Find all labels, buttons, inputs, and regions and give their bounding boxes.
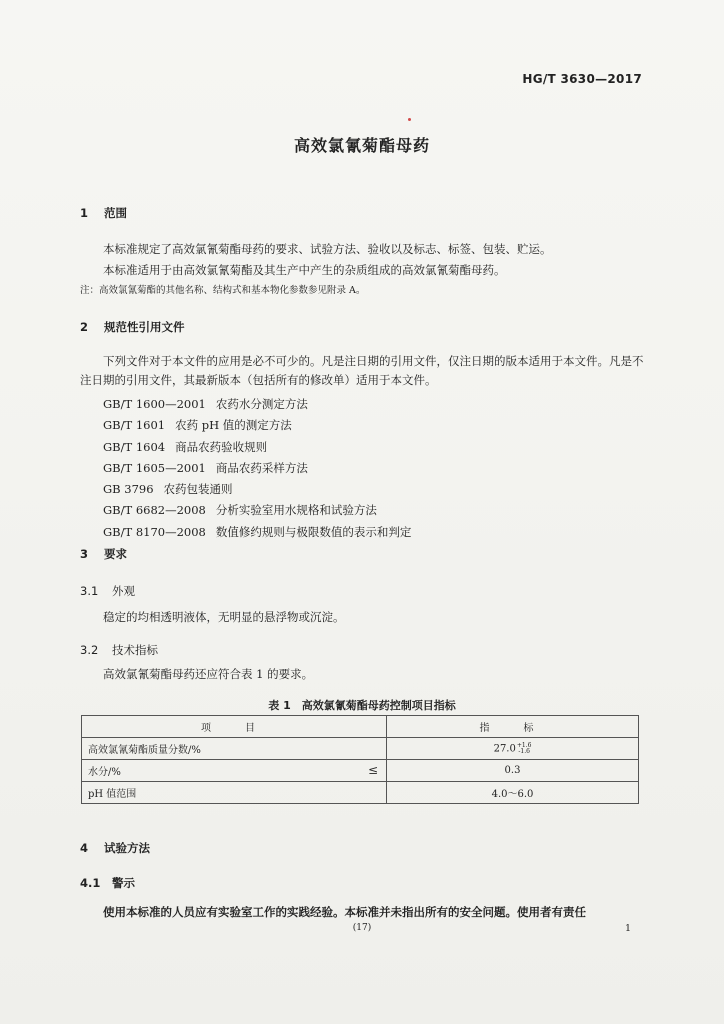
table-cell-item: 水分/% ≤ [82, 760, 387, 782]
section-number: 3 [80, 547, 89, 561]
section-2-heading [80, 319, 185, 335]
section-1-heading [80, 205, 127, 221]
table-row [82, 760, 639, 782]
spec-table [81, 715, 639, 804]
document-title: 高效氯氰菊酯母药 [293, 136, 430, 155]
page-number-right: 1 [624, 923, 631, 934]
section-number: 1 [80, 206, 89, 220]
table-header-value: 指 标 [387, 716, 639, 738]
reference-item: GB/T 6682—2008 分析实验室用水规格和试验方法 [103, 503, 377, 518]
reference-list [103, 394, 411, 543]
section-title: 要求 [104, 547, 127, 561]
warning-paragraph: 使用本标准的人员应有实验室工作的实践经验。本标准并未指出所有的安全问题。使用者有责任 [103, 905, 586, 919]
section-title: 规范性引用文件 [104, 320, 185, 334]
section-title: 试验方法 [104, 841, 150, 855]
scope-note: 注：高效氯氰菊酯的其他名称、结构式和基本物化参数参见附录 A。 [80, 285, 366, 296]
reference-item: GB/T 1601 农药 pH 值的测定方法 [103, 418, 292, 433]
section-number: 2 [80, 320, 89, 334]
section-number: 4 [80, 841, 89, 855]
table-caption: 表 1 高效氯氰菊酯母药控制项目指标 [268, 699, 456, 712]
section-3-2-heading: 3.2 技术指标 [80, 643, 158, 657]
less-equal-symbol: ≤ [367, 763, 378, 777]
section-4-1-heading: 4.1 警示 [80, 876, 135, 890]
table-cell-value: 0.3 [387, 760, 639, 782]
reference-item: GB/T 8170—2008 数值修约规则与极限数值的表示和判定 [103, 524, 412, 539]
table-cell-value: 27.0 +1.6 -1.6 [387, 738, 639, 760]
reference-item: GB 3796 农药包装通则 [103, 482, 233, 497]
section-3-heading [80, 546, 127, 562]
reference-item: GB/T 1600—2001 农药水分测定方法 [103, 397, 308, 411]
table-header-row [82, 716, 639, 738]
section-title: 范围 [104, 206, 127, 220]
technical-indicators-paragraph: 高效氯氰菊酯母药还应符合表 1 的要求。 [103, 667, 314, 681]
scope-paragraph-1: 本标准规定了高效氯氰菊酯母药的要求、试验方法、验收以及标志、标签、包装、贮运。 [103, 242, 552, 256]
table-cell-value: 4.0～6.0 [387, 782, 639, 804]
section-4-heading [80, 840, 150, 856]
reference-item: GB/T 1604 商品农药验收规则 [103, 439, 268, 454]
normative-references-intro: 下列文件对于本文件的应用是必不可少的。凡是注日期的引用文件，仅注日期的版本适用于本文件。凡是不注日期的引用文件，其最新版本（包括所有的修改单）适用于本文件。 [80, 354, 644, 387]
table-cell-item: pH 值范围 [82, 782, 387, 804]
table-cell-item: 高效氯氰菊酯质量分数/% [82, 738, 387, 760]
table-row [82, 782, 639, 804]
table-header-item: 项 目 [82, 716, 387, 738]
scope-paragraph-2: 本标准适用于由高效氯氰菊酯及其生产中产生的杂质组成的高效氯氰菊酯母药。 [103, 263, 506, 277]
appearance-paragraph: 稳定的均相透明液体，无明显的悬浮物或沉淀。 [103, 610, 345, 624]
page-number-center: (17) [352, 923, 372, 933]
standard-number: HG/T 3630—2017 [522, 72, 642, 86]
table-row [82, 738, 639, 760]
section-3-1-heading: 3.1 外观 [80, 584, 135, 598]
red-mark [408, 118, 411, 121]
reference-item: GB/T 1605—2001 商品农药采样方法 [103, 460, 308, 475]
